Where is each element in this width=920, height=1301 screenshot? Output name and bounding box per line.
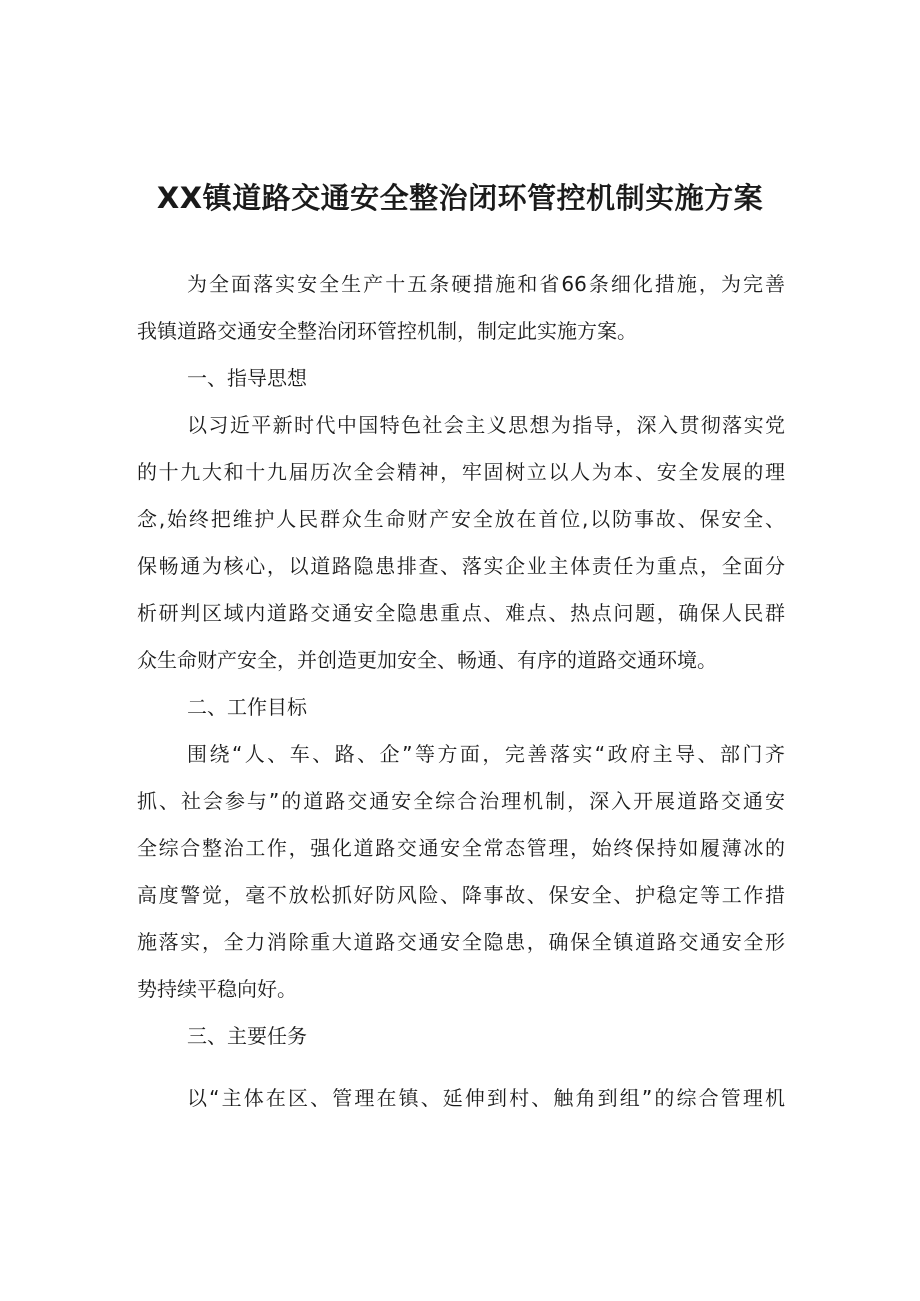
paragraph-line: 全综合整治工作，强化道路交通安全常态管理，始终保持如履薄冰的	[137, 836, 785, 860]
paragraph-line: 以“主体在区、管理在镇、延伸到村、触角到组”的综合管理机	[187, 1086, 785, 1110]
section-heading-main-tasks: 三、主要任务	[187, 1024, 307, 1048]
paragraph-line: 围绕“人、车、路、企”等方面，完善落实“政府主导、部门齐	[187, 742, 785, 766]
paragraph-line: 势持续平稳向好。	[137, 977, 297, 1001]
section-heading-guiding-ideology: 一、指导思想	[187, 366, 307, 390]
paragraph-line: 的十九大和十九届历次全会精神，牢固树立以人为本、安全发展的理	[137, 460, 785, 484]
section-heading-work-goals: 二、工作目标	[187, 695, 307, 719]
paragraph-line: 高度警觉，毫不放松抓好防风险、降事故、保安全、护稳定等工作措	[137, 883, 785, 907]
paragraph-line: 施落实，全力消除重大道路交通安全隐患，确保全镇道路交通安全形	[137, 930, 785, 954]
paragraph-line: 析研判区域内道路交通安全隐患重点、难点、热点问题，确保人民群	[137, 601, 785, 625]
paragraph-line: 保畅通为核心，以道路隐患排查、落实企业主体责任为重点，全面分	[137, 554, 785, 578]
document-title: XX镇道路交通安全整治闭环管控机制实施方案	[156, 181, 764, 215]
paragraph-line: 念,始终把维护人民群众生命财产安全放在首位,以防事故、保安全、	[137, 507, 785, 531]
paragraph-line: 抓、社会参与”的道路交通安全综合治理机制，深入开展道路交通安	[137, 789, 785, 813]
paragraph-line: 众生命财产安全，并创造更加安全、畅通、有序的道路交通环境。	[137, 648, 717, 672]
intro-line-2: 我镇道路交通安全整治闭环管控机制，制定此实施方案。	[137, 319, 637, 343]
intro-line-1: 为全面落实安全生产十五条硬措施和省66条细化措施，为完善	[187, 272, 785, 296]
paragraph-line: 以习近平新时代中国特色社会主义思想为指导，深入贯彻落实党	[187, 413, 785, 437]
